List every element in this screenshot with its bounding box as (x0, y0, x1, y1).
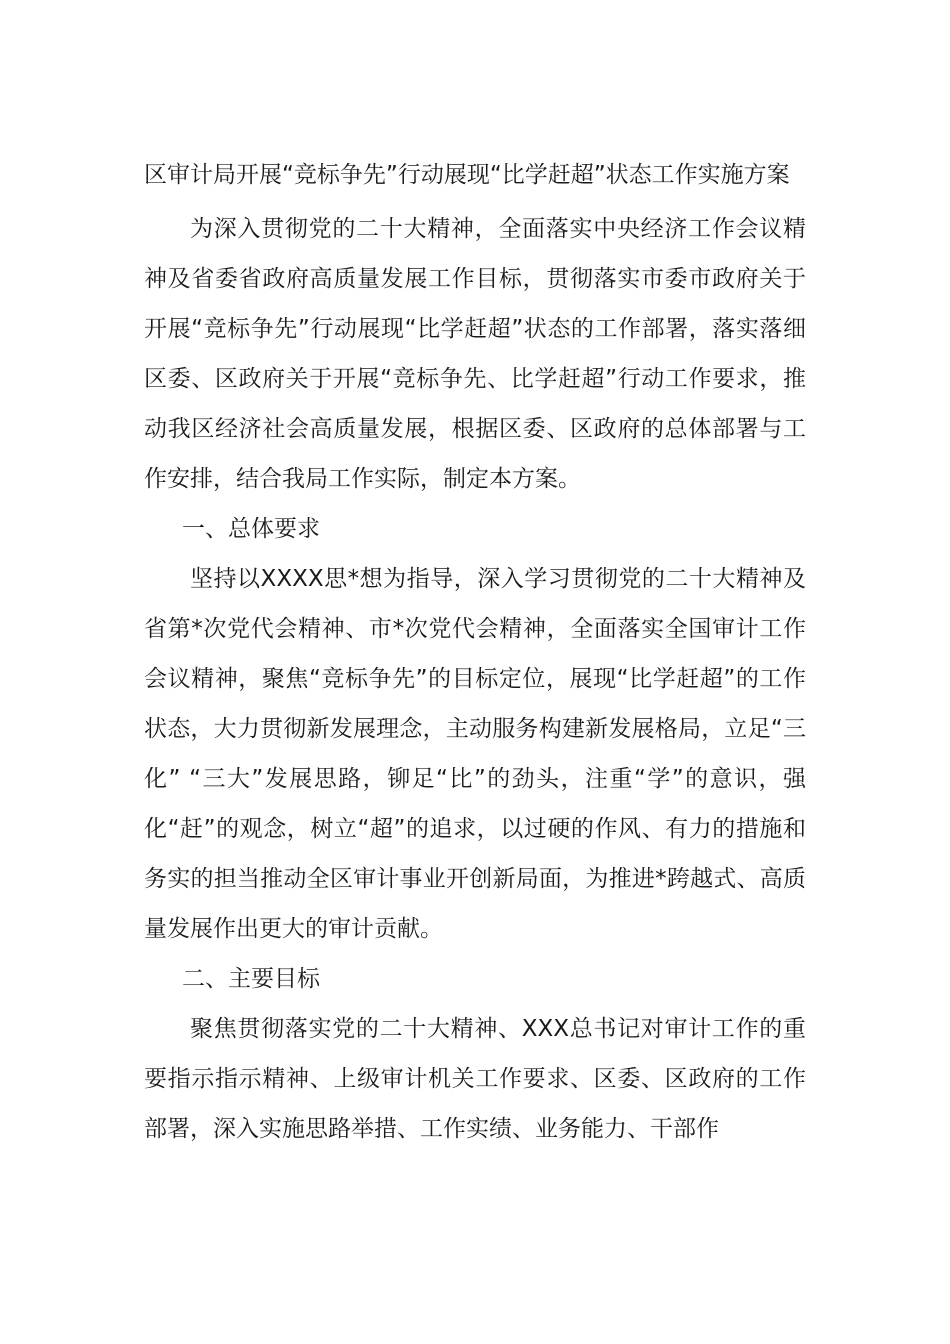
document-title: 区审计局开展“竞标争先”行动展现“比学赶超”状态工作实施方案 (144, 162, 790, 188)
section-heading-overall-requirements: 一、总体要求 (182, 516, 320, 542)
section-body-overall-requirements: 坚持以XXXX思*想为指导，深入学习贯彻党的二十大精神及省第*次党代会精神、市*次党代会精神，全面落实全国审计工作会议精神，聚焦“竞标争先”的目标定位，展现“比学赶超”的工作状态，大力贯彻新发展理念，主动服务构建新发展格局，立足“三化” “三大”发展思路，铆足“比”的劲头，注重“学”的意识，强化“赶”的观念，树立“超”的追求，以过硬的作风、有力的措施和务实的担当推动全区审计事业开创新局面，为推进*跨越式、高质量发展作出更大的审计贡献。 (144, 566, 806, 942)
intro-paragraph: 为深入贯彻党的二十大精神，全面落实中央经济工作会议精神及省委省政府高质量发展工作目标，贯彻落实市委市政府关于开展“竞标争先”行动展现“比学赶超”状态的工作部署，落实落细区委、区政府关于开展“竞标争先、比学赶超”行动工作要求，推动我区经济社会高质量发展，根据区委、区政府的总体部署与工作安排，结合我局工作实际，制定本方案。 (144, 216, 806, 492)
document-content (144, 150, 806, 1154)
section-heading-main-goals: 二、主要目标 (182, 966, 320, 992)
section-body-main-goals: 聚焦贯彻落实党的二十大精神、XXX总书记对审计工作的重要指示指示精神、上级审计机关工作要求、区委、区政府的工作部署，深入实施思路举措、工作实绩、业务能力、干部作 (144, 1016, 806, 1142)
